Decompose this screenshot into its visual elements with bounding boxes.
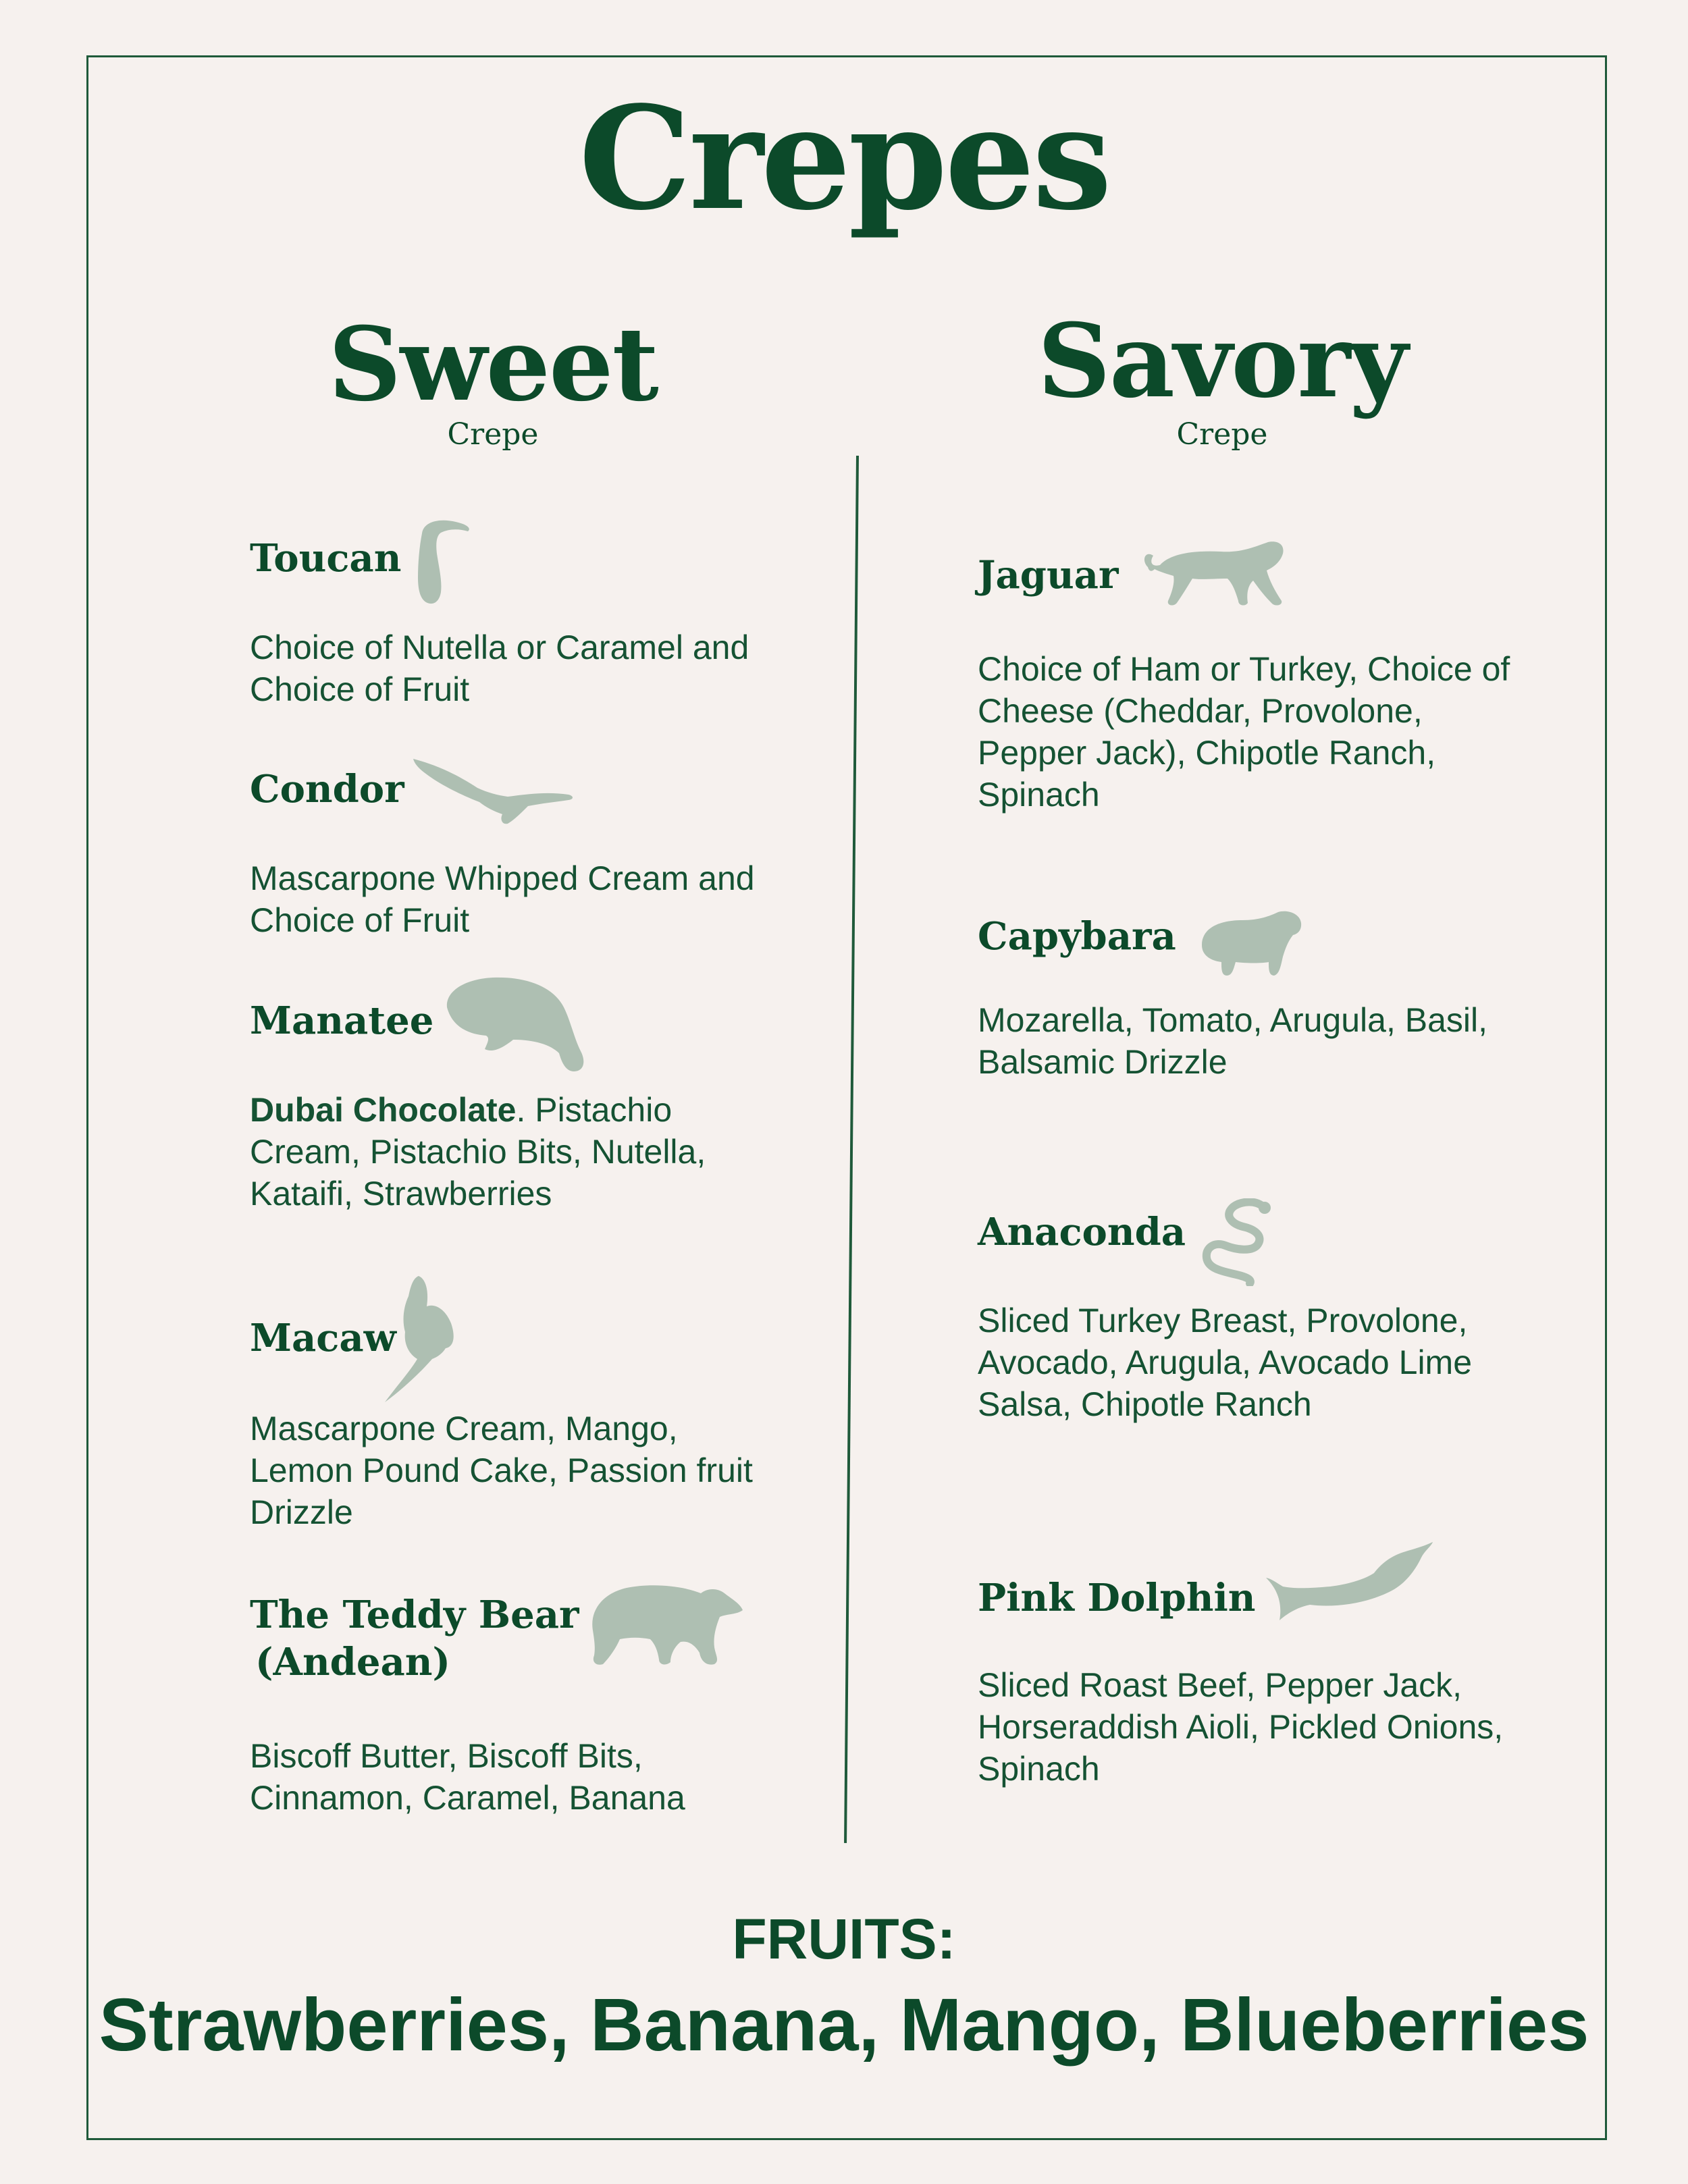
sweet-subheading: Crepe <box>447 417 539 452</box>
item-name: Manatee <box>250 998 434 1043</box>
savory-subheading: Crepe <box>1176 417 1268 452</box>
item-description: Choice of Nutella or Caramel and Choice of Fruit <box>250 629 749 708</box>
savory-heading: Savory <box>1037 302 1407 421</box>
fruits-list: Strawberries, Banana, Mango, Blueberries <box>99 1983 1589 2067</box>
jaguar-icon <box>1140 537 1288 608</box>
fruits-label: FRUITS: <box>732 1907 956 1971</box>
item-name: The Teddy Bear <box>250 1593 579 1637</box>
anaconda-icon <box>1198 1198 1276 1286</box>
item-name: Jaguar <box>978 553 1119 597</box>
manatee-icon <box>439 974 587 1075</box>
macaw-icon <box>378 1273 469 1404</box>
item-description: Mozarella, Tomato, Arugula, Basil, Balsamic Drizzle <box>978 1001 1488 1081</box>
dolphin-icon <box>1263 1541 1435 1632</box>
item-description: Biscoff Butter, Biscoff Bits, Cinnamon, Caramel, Banana <box>250 1737 685 1817</box>
item-name: Pink Dolphin <box>978 1576 1256 1620</box>
sweet-heading: Sweet <box>328 305 658 424</box>
item-name: Capybara <box>978 914 1176 959</box>
page-title: Crepes <box>578 75 1110 242</box>
item-description: Mascarpone Cream, Mango, Lemon Pound Cake, Passion fruit Drizzle <box>250 1410 753 1531</box>
condor-icon <box>413 757 575 828</box>
toucan-icon <box>408 516 473 608</box>
item-name: Macaw <box>250 1316 396 1360</box>
item-name: Toucan <box>250 536 402 581</box>
item-description-highlight: Dubai Chocolate <box>250 1091 517 1129</box>
item-description: Sliced Roast Beef, Pepper Jack, Horseraddish Aioli, Pickled Onions, Spinach <box>978 1666 1504 1788</box>
item-description: Dubai Chocolate. Pistachio Cream, Pistachio Bits, Nutella, Kataifi, Strawberries <box>250 1091 706 1213</box>
item-description: Mascarpone Whipped Cream and Choice of Fruit <box>250 859 755 939</box>
item-description: Choice of Ham or Turkey, Choice of Cheese (Cheddar, Provolone, Pepper Jack), Chipotle Ranch, Spinach <box>978 650 1510 814</box>
item-name: Anaconda <box>978 1210 1186 1254</box>
item-name-line2: (Andean) <box>255 1640 450 1684</box>
bear-icon <box>586 1580 745 1668</box>
capybara-icon <box>1198 908 1303 979</box>
item-name: Condor <box>250 767 404 811</box>
item-description: Sliced Turkey Breast, Provolone, Avocado, Arugula, Avocado Lime Salsa, Chipotle Ranch <box>978 1302 1473 1423</box>
